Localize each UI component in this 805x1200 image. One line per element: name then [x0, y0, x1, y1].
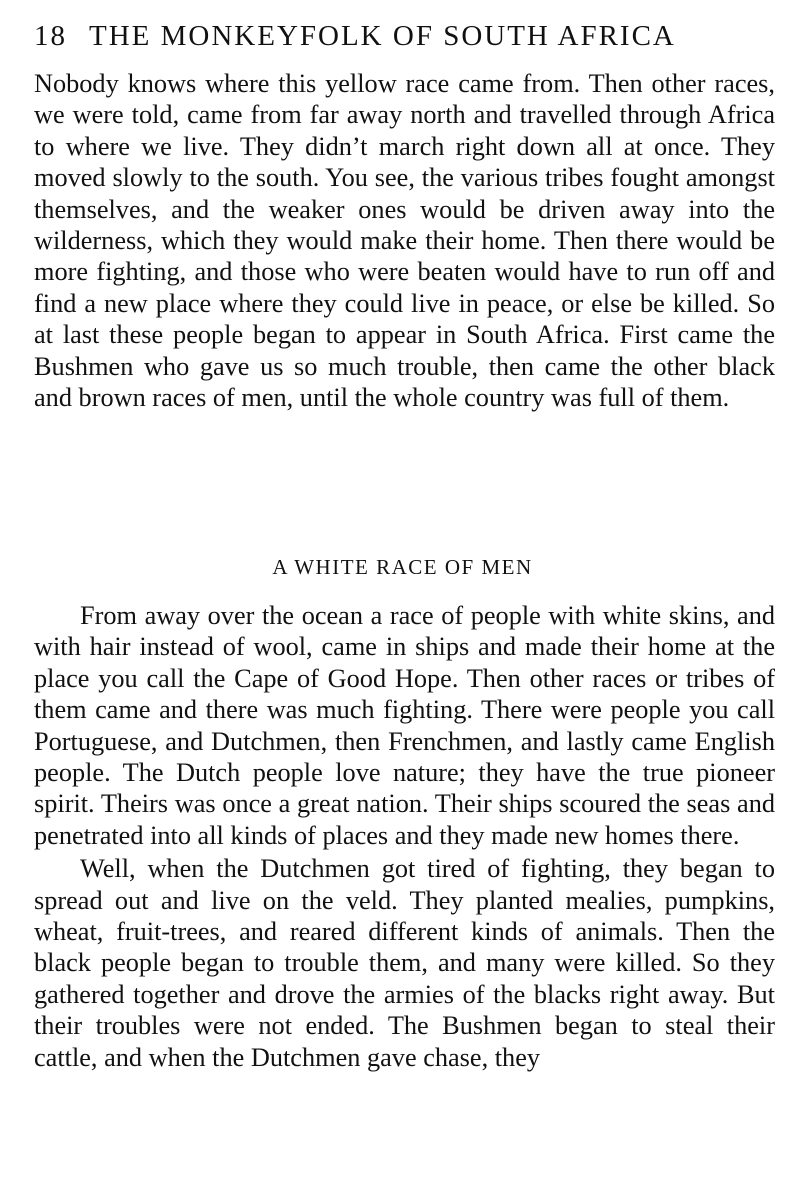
paragraph-white-race: From away over the ocean a race of people with white skins, and with hair instead of wool, came in ships and made their home at the place you call the Cape of Good Hope. Then other races or tribes of them came and there was much fighting. There were people you call Portuguese, and Dutchmen, then Frenchmen, and lastly came English people. The Dutch people love nature; they have the true pioneer spirit. Theirs was once a great nation. Their ships scoured the seas and penetrated into all kinds of places and they made new homes there.	[34, 601, 775, 850]
section-text	[34, 600, 775, 1073]
paragraph-dutchmen: Well, when the Dutchmen got tired of fighting, they began to spread out and live on the veld. They planted mealies, pumpkins, wheat, fruit-trees, and reared different kinds of animals. Then the black people began to trouble them, and many were killed. So they gathered together and drove the armies of the blacks right away. But their troubles were not ended. The Bushmen began to steal their cattle, and when the Dutchmen gave chase, they	[34, 854, 775, 1072]
section-heading: A WHITE RACE OF MEN	[272, 555, 533, 579]
page-number: 18	[34, 20, 67, 52]
opening-text	[34, 68, 775, 413]
paragraph-yellow-race: Nobody knows where this yellow race came from. Then other races, we were told, came from far away north and travelled through Africa to where we live. They didn’t march right down all at once. They moved slowly to the south. You see, the various tribes fought amongst themselves, and the weaker ones would be driven away into the wilderness, which they would make their home. Then there would be more fighting, and those who were beaten would have to run off and find a new place where they could live in peace, or else be killed. So at last these people began to appear in South Africa. First came the Bushmen who gave us so much trouble, then came the other black and brown races of men, until the whole country was full of them.	[34, 69, 775, 413]
running-header	[34, 14, 775, 58]
running-title: THE MONKEYFOLK OF SOUTH AFRICA	[89, 20, 676, 52]
